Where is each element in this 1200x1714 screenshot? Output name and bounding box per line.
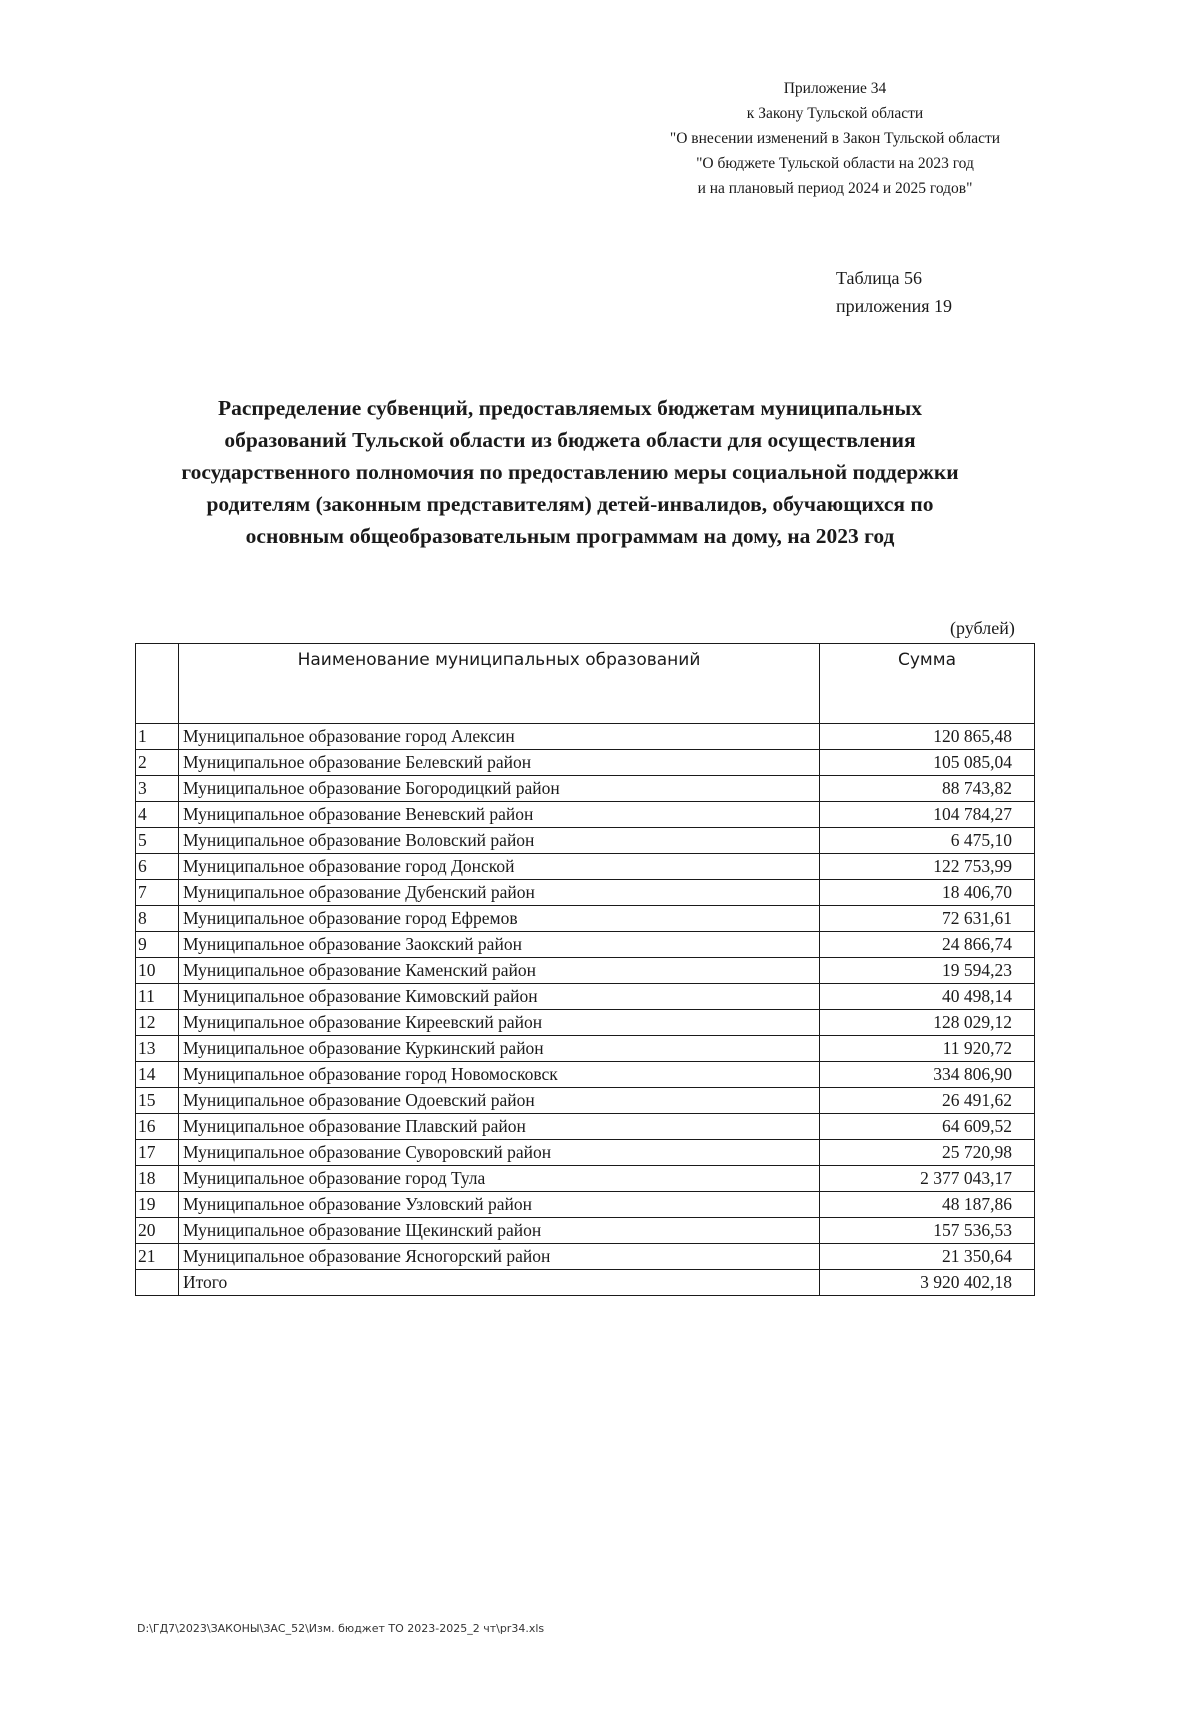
amount-cell: 48 187,86 — [820, 1192, 1035, 1218]
amount-cell: 157 536,53 — [820, 1218, 1035, 1244]
amount-cell: 11 920,72 — [820, 1036, 1035, 1062]
municipality-name-cell: Муниципальное образование город Новомосковск — [179, 1062, 820, 1088]
table-row — [136, 828, 1035, 854]
header-line: и на плановый период 2024 и 2025 годов" — [697, 180, 973, 197]
header-num-cell — [136, 644, 179, 724]
amount-cell: 120 865,48 — [820, 724, 1035, 750]
municipality-name-cell: Муниципальное образование Богородицкий район — [179, 776, 820, 802]
amount-cell: 64 609,52 — [820, 1114, 1035, 1140]
amount-cell: 19 594,23 — [820, 958, 1035, 984]
table-row — [136, 932, 1035, 958]
amount-cell: 18 406,70 — [820, 880, 1035, 906]
municipality-name-cell: Муниципальное образование город Донской — [179, 854, 820, 880]
row-number-cell: 5 — [136, 828, 179, 854]
municipality-name-cell: Муниципальное образование Плавский район — [179, 1114, 820, 1140]
municipality-name-cell: Муниципальное образование Щекинский район — [179, 1218, 820, 1244]
document-title — [130, 392, 1010, 552]
municipality-name-cell: Муниципальное образование Кимовский район — [179, 984, 820, 1010]
table-row — [136, 724, 1035, 750]
row-number-cell — [136, 1270, 179, 1296]
amount-cell: 21 350,64 — [820, 1244, 1035, 1270]
amount-cell: 6 475,10 — [820, 828, 1035, 854]
row-number-cell: 2 — [136, 750, 179, 776]
appendix-header — [600, 76, 1070, 201]
amount-cell: 334 806,90 — [820, 1062, 1035, 1088]
row-number-cell: 13 — [136, 1036, 179, 1062]
row-number-cell: 8 — [136, 906, 179, 932]
table-row — [136, 1010, 1035, 1036]
title-line: основным общеобразовательным программам на дому, на 2023 год — [245, 524, 895, 548]
row-number-cell: 16 — [136, 1114, 179, 1140]
table-row — [136, 906, 1035, 932]
amount-cell: 24 866,74 — [820, 932, 1035, 958]
title-line: родителям (законным представителям) детей-инвалидов, обучающихся по — [206, 492, 934, 516]
municipality-name-cell: Муниципальное образование Суворовский район — [179, 1140, 820, 1166]
municipality-name-cell: Муниципальное образование Воловский район — [179, 828, 820, 854]
header-name-cell: Наименование муниципальных образований — [179, 644, 820, 724]
table-row — [136, 750, 1035, 776]
table-number: Таблица 56 — [836, 268, 922, 288]
table-row — [136, 880, 1035, 906]
row-number-cell: 21 — [136, 1244, 179, 1270]
municipality-name-cell: Муниципальное образование Каменский район — [179, 958, 820, 984]
row-number-cell: 4 — [136, 802, 179, 828]
amount-cell: 104 784,27 — [820, 802, 1035, 828]
title-line: Распределение субвенций, предоставляемых бюджетам муниципальных — [217, 396, 923, 420]
row-number-cell: 12 — [136, 1010, 179, 1036]
municipality-name-cell: Муниципальное образование Белевский район — [179, 750, 820, 776]
table-row — [136, 1192, 1035, 1218]
municipality-name-cell: Муниципальное образование Дубенский район — [179, 880, 820, 906]
row-number-cell: 10 — [136, 958, 179, 984]
header-sum-cell: Сумма — [820, 644, 1035, 724]
table-total-row — [136, 1270, 1035, 1296]
table-row — [136, 1036, 1035, 1062]
table-header-row — [136, 644, 1035, 724]
municipality-name-cell: Муниципальное образование Одоевский район — [179, 1088, 820, 1114]
row-number-cell: 7 — [136, 880, 179, 906]
amount-cell: 88 743,82 — [820, 776, 1035, 802]
row-number-cell: 15 — [136, 1088, 179, 1114]
table-row — [136, 1088, 1035, 1114]
subventions-table — [135, 643, 1035, 1296]
table-reference — [836, 264, 952, 320]
header-line: "О внесении изменений в Закон Тульской области — [669, 130, 1001, 147]
amount-cell: 128 029,12 — [820, 1010, 1035, 1036]
header-line: к Закону Тульской области — [746, 105, 924, 122]
row-number-cell: 19 — [136, 1192, 179, 1218]
row-number-cell: 17 — [136, 1140, 179, 1166]
table-row — [136, 1218, 1035, 1244]
table-row — [136, 776, 1035, 802]
municipality-name-cell: Итого — [179, 1270, 820, 1296]
municipality-name-cell: Муниципальное образование город Тула — [179, 1166, 820, 1192]
municipality-name-cell: Муниципальное образование город Ефремов — [179, 906, 820, 932]
table-row — [136, 854, 1035, 880]
title-line: государственного полномочия по предоставлению меры социальной поддержки — [181, 460, 959, 484]
table-row — [136, 984, 1035, 1010]
table-row — [136, 802, 1035, 828]
appendix-number: приложения 19 — [836, 296, 953, 316]
units-label: (рублей) — [950, 618, 1015, 638]
row-number-cell: 18 — [136, 1166, 179, 1192]
row-number-cell: 9 — [136, 932, 179, 958]
row-number-cell: 3 — [136, 776, 179, 802]
amount-cell: 105 085,04 — [820, 750, 1035, 776]
row-number-cell: 1 — [136, 724, 179, 750]
municipality-name-cell: Муниципальное образование Киреевский район — [179, 1010, 820, 1036]
amount-cell: 3 920 402,18 — [820, 1270, 1035, 1296]
municipality-name-cell: Муниципальное образование Узловский район — [179, 1192, 820, 1218]
municipality-name-cell: Муниципальное образование Ясногорский район — [179, 1244, 820, 1270]
table-row — [136, 1062, 1035, 1088]
amount-cell: 2 377 043,17 — [820, 1166, 1035, 1192]
title-line: образований Тульской области из бюджета области для осуществления — [224, 428, 916, 452]
table-row — [136, 1166, 1035, 1192]
amount-cell: 40 498,14 — [820, 984, 1035, 1010]
row-number-cell: 11 — [136, 984, 179, 1010]
table-row — [136, 1140, 1035, 1166]
amount-cell: 26 491,62 — [820, 1088, 1035, 1114]
row-number-cell: 20 — [136, 1218, 179, 1244]
amount-cell: 72 631,61 — [820, 906, 1035, 932]
municipality-name-cell: Муниципальное образование Куркинский район — [179, 1036, 820, 1062]
file-path: D:\ГД7\2023\ЗАКОНЫ\ЗАС_52\Изм. бюджет ТО 2023-2025_2 чт\pr34.xls — [137, 1622, 545, 1635]
municipality-name-cell: Муниципальное образование город Алексин — [179, 724, 820, 750]
table-row — [136, 1244, 1035, 1270]
table-row — [136, 1114, 1035, 1140]
row-number-cell: 6 — [136, 854, 179, 880]
municipality-name-cell: Муниципальное образование Веневский район — [179, 802, 820, 828]
amount-cell: 25 720,98 — [820, 1140, 1035, 1166]
municipality-name-cell: Муниципальное образование Заокский район — [179, 932, 820, 958]
header-line: Приложение 34 — [783, 80, 887, 97]
table-row — [136, 958, 1035, 984]
amount-cell: 122 753,99 — [820, 854, 1035, 880]
header-line: "О бюджете Тульской области на 2023 год — [696, 155, 974, 172]
row-number-cell: 14 — [136, 1062, 179, 1088]
